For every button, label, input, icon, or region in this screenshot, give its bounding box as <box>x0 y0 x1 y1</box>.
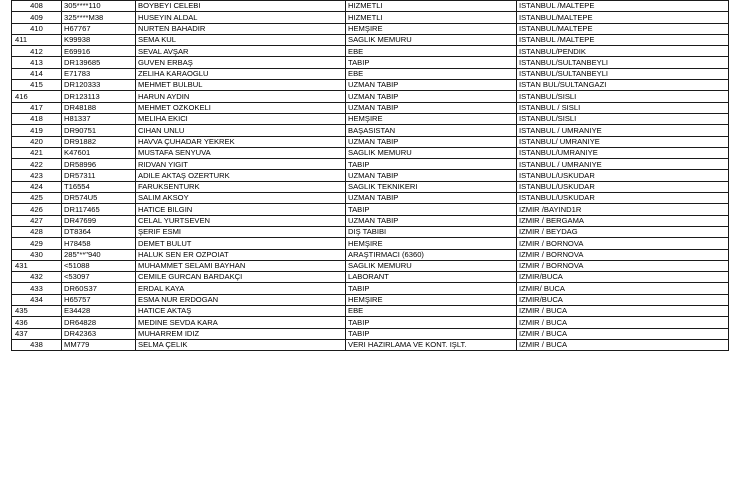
registry-code-cell: 285"**"940 <box>62 249 136 260</box>
row-number-cell: 428 <box>12 226 62 237</box>
job-title-cell: UZMAN TABIP <box>346 170 517 181</box>
location-cell: ISTANBUL / UMRANIYE <box>517 159 729 170</box>
registry-code-cell: DR42363 <box>62 328 136 339</box>
person-name-cell: ERDAL KAYA <box>136 283 346 294</box>
row-number-cell: 424 <box>12 181 62 192</box>
job-title-cell: UZMAN TABIP <box>346 136 517 147</box>
location-cell: IZMIR / BORNOVA <box>517 249 729 260</box>
job-title-cell: SAGLIK MEMURU <box>346 147 517 158</box>
row-number-cell: 416 <box>12 91 62 102</box>
table-row <box>12 260 729 271</box>
location-cell: IZMIR / BORNOVA <box>517 238 729 249</box>
location-cell: IZMIR / BORNOVA <box>517 260 729 271</box>
registry-code-cell: DT8364 <box>62 226 136 237</box>
location-cell: IZMIR / BERGAMA <box>517 215 729 226</box>
person-name-cell: MUHARREM IDIZ <box>136 328 346 339</box>
location-cell: IZMIR / BUCA <box>517 306 729 317</box>
registry-code-cell: 305****110 <box>62 1 136 12</box>
job-title-cell: HEMŞIRE <box>346 23 517 34</box>
job-title-cell: TABIP <box>346 317 517 328</box>
person-name-cell: CEMILE GURCAN BARDAKÇI <box>136 272 346 283</box>
person-name-cell: FARUKSENTURK <box>136 181 346 192</box>
table-row <box>12 249 729 260</box>
location-cell: IZMIR /BAYIND1R <box>517 204 729 215</box>
table-row <box>12 226 729 237</box>
location-cell: ISTANBUL/MALTEPE <box>517 12 729 23</box>
job-title-cell: SAGLIK MEMURU <box>346 260 517 271</box>
location-cell: ISTANBUL / SISLI <box>517 102 729 113</box>
table-row <box>12 91 729 102</box>
job-title-cell: HIZMETLI <box>346 1 517 12</box>
table-row <box>12 204 729 215</box>
row-number-cell: 436 <box>12 317 62 328</box>
registry-code-cell: DR117465 <box>62 204 136 215</box>
location-cell: ISTANBUL/SISLI <box>517 91 729 102</box>
table-row <box>12 125 729 136</box>
location-cell: ISTANBUL/PENDIK <box>517 46 729 57</box>
job-title-cell: LABORANT <box>346 272 517 283</box>
row-number-cell: 418 <box>12 113 62 124</box>
job-title-cell: BAŞASISTAN <box>346 125 517 136</box>
registry-code-cell: DR139685 <box>62 57 136 68</box>
registry-code-cell: DR574U5 <box>62 193 136 204</box>
person-name-cell: MEDINE SEVDA KARA <box>136 317 346 328</box>
table-row <box>12 34 729 45</box>
registry-code-cell: DR47699 <box>62 215 136 226</box>
person-name-cell: ADILE AKTAŞ OZERTURK <box>136 170 346 181</box>
row-number-cell: 437 <box>12 328 62 339</box>
table-row <box>12 193 729 204</box>
person-name-cell: HALUK SEN ER OZPOIAT <box>136 249 346 260</box>
person-name-cell: MUHAMMET SELAMI BAYHAN <box>136 260 346 271</box>
registry-code-cell: E34428 <box>62 306 136 317</box>
table-row <box>12 113 729 124</box>
row-number-cell: 434 <box>12 294 62 305</box>
person-name-cell: HUSEYIN ALDAL <box>136 12 346 23</box>
job-title-cell: TABIP <box>346 57 517 68</box>
job-title-cell: HIZMETLI <box>346 12 517 23</box>
job-title-cell: UZMAN TABIP <box>346 91 517 102</box>
person-name-cell: ŞERIF ESMI <box>136 226 346 237</box>
job-title-cell: EBE <box>346 46 517 57</box>
row-number-cell: 419 <box>12 125 62 136</box>
row-number-cell: 438 <box>12 339 62 350</box>
job-title-cell: EBE <box>346 68 517 79</box>
row-number-cell: 420 <box>12 136 62 147</box>
job-title-cell: TABIP <box>346 159 517 170</box>
location-cell: ISTANBUL/SISLI <box>517 113 729 124</box>
location-cell: IZMIR/ BUCA <box>517 283 729 294</box>
registry-code-cell: DR91882 <box>62 136 136 147</box>
location-cell: ISTANBUL/SULTANBEYLI <box>517 57 729 68</box>
table-row <box>12 102 729 113</box>
row-number-cell: 409 <box>12 12 62 23</box>
person-name-cell: DEMET BULUT <box>136 238 346 249</box>
row-number-cell: 410 <box>12 23 62 34</box>
row-number-cell: 423 <box>12 170 62 181</box>
table-row <box>12 23 729 34</box>
table-row <box>12 294 729 305</box>
location-cell: ISTANBUL / UMRANIYE <box>517 125 729 136</box>
location-cell: IZMIR/BUCA <box>517 294 729 305</box>
location-cell: ISTAN BUL/SULTANGAZI <box>517 80 729 91</box>
table-row <box>12 46 729 57</box>
location-cell: ISTANBUL/UMRANIYE <box>517 147 729 158</box>
table-row <box>12 272 729 283</box>
location-cell: ISTANBUL /MALTEPE <box>517 34 729 45</box>
row-number-cell: 415 <box>12 80 62 91</box>
registry-code-cell: DR120333 <box>62 80 136 91</box>
registry-code-cell: DR60S37 <box>62 283 136 294</box>
location-cell: ISTANBUL/ UMRANIYE <box>517 136 729 147</box>
table-body <box>12 1 729 351</box>
row-number-cell: 435 <box>12 306 62 317</box>
job-title-cell: UZMAN TABIP <box>346 215 517 226</box>
location-cell: ISTANBUL /MALTEPE <box>517 1 729 12</box>
registry-code-cell: H81337 <box>62 113 136 124</box>
personnel-table <box>11 0 729 351</box>
row-number-cell: 417 <box>12 102 62 113</box>
row-number-cell: 421 <box>12 147 62 158</box>
table-row <box>12 317 729 328</box>
table-row <box>12 328 729 339</box>
table-row <box>12 238 729 249</box>
table-row <box>12 147 729 158</box>
table-row <box>12 306 729 317</box>
location-cell: IZMIR/BUCA <box>517 272 729 283</box>
person-name-cell: GUVEN ERBAŞ <box>136 57 346 68</box>
registry-code-cell: <51088 <box>62 260 136 271</box>
table-row <box>12 57 729 68</box>
row-number-cell: 412 <box>12 46 62 57</box>
row-number-cell: 430 <box>12 249 62 260</box>
registry-code-cell: DR57311 <box>62 170 136 181</box>
table-row <box>12 80 729 91</box>
registry-code-cell: K47601 <box>62 147 136 158</box>
row-number-cell: 425 <box>12 193 62 204</box>
person-name-cell: ESMA NUR ERDOGAN <box>136 294 346 305</box>
row-number-cell: 426 <box>12 204 62 215</box>
person-name-cell: HARUN AYDIN <box>136 91 346 102</box>
job-title-cell: UZMAN TABIP <box>346 102 517 113</box>
person-name-cell: SEMA KUL <box>136 34 346 45</box>
table-row <box>12 339 729 350</box>
registry-code-cell: 325****M38 <box>62 12 136 23</box>
table-row <box>12 12 729 23</box>
location-cell: IZMIR / BUCA <box>517 328 729 339</box>
registry-code-cell: H67767 <box>62 23 136 34</box>
person-name-cell: HAVVA ÇUHADAR YEKREK <box>136 136 346 147</box>
person-name-cell: CIHAN UNLU <box>136 125 346 136</box>
location-cell: ISTANBUL/USKUDAR <box>517 170 729 181</box>
row-number-cell: 429 <box>12 238 62 249</box>
location-cell: ISTANBUL/USKUDAR <box>517 193 729 204</box>
person-name-cell: RIDVAN YIGIT <box>136 159 346 170</box>
row-number-cell: 433 <box>12 283 62 294</box>
registry-code-cell: <53097 <box>62 272 136 283</box>
job-title-cell: HEMŞIRE <box>346 113 517 124</box>
person-name-cell: SEVAL AVŞAR <box>136 46 346 57</box>
location-cell: ISTANBUL/SULTANBEYLI <box>517 68 729 79</box>
person-name-cell: NURTEN BAHADIR <box>136 23 346 34</box>
table-row <box>12 1 729 12</box>
person-name-cell: SALIM AKSOY <box>136 193 346 204</box>
registry-code-cell: T16554 <box>62 181 136 192</box>
job-title-cell: ARAŞTIRMACI (6360) <box>346 249 517 260</box>
job-title-cell: TABIP <box>346 328 517 339</box>
registry-code-cell: DR58996 <box>62 159 136 170</box>
row-number-cell: 408 <box>12 1 62 12</box>
person-name-cell: ZELIHA KARAOGLU <box>136 68 346 79</box>
registry-code-cell: MM779 <box>62 339 136 350</box>
job-title-cell: HEMŞIRE <box>346 294 517 305</box>
registry-code-cell: H78458 <box>62 238 136 249</box>
table-row <box>12 283 729 294</box>
job-title-cell: TABIP <box>346 283 517 294</box>
registry-code-cell: E69916 <box>62 46 136 57</box>
row-number-cell: 427 <box>12 215 62 226</box>
job-title-cell: VERI HAZIRLAMA VE KONT. IŞLT. <box>346 339 517 350</box>
table-row <box>12 136 729 147</box>
row-number-cell: 422 <box>12 159 62 170</box>
table-row <box>12 181 729 192</box>
row-number-cell: 411 <box>12 34 62 45</box>
job-title-cell: TABIP <box>346 204 517 215</box>
job-title-cell: SAGLIK TEKNIKERI <box>346 181 517 192</box>
location-cell: IZMIR / BUCA <box>517 339 729 350</box>
job-title-cell: SAGLIK MEMURU <box>346 34 517 45</box>
row-number-cell: 414 <box>12 68 62 79</box>
registry-code-cell: DR48188 <box>62 102 136 113</box>
person-name-cell: MELIHA EKICI <box>136 113 346 124</box>
registry-code-cell: K99938 <box>62 34 136 45</box>
row-number-cell: 413 <box>12 57 62 68</box>
person-name-cell: MEHMET BULBUL <box>136 80 346 91</box>
person-name-cell: CELAL YURTSEVEN <box>136 215 346 226</box>
location-cell: IZMIR / BUCA <box>517 317 729 328</box>
person-name-cell: BOYBEYI CELEBI <box>136 1 346 12</box>
person-name-cell: HATICE AKTAŞ <box>136 306 346 317</box>
row-number-cell: 431 <box>12 260 62 271</box>
location-cell: IZMIR / BEYDAG <box>517 226 729 237</box>
person-name-cell: MUSTAFA SENYUVA <box>136 147 346 158</box>
table-row <box>12 215 729 226</box>
table-row <box>12 68 729 79</box>
location-cell: ISTANBUL/USKUDAR <box>517 181 729 192</box>
registry-code-cell: E71783 <box>62 68 136 79</box>
location-cell: ISTANBUL/MALTEPE <box>517 23 729 34</box>
person-name-cell: MEHMET OZKOKELI <box>136 102 346 113</box>
registry-code-cell: DR64828 <box>62 317 136 328</box>
job-title-cell: HEMŞIRE <box>346 238 517 249</box>
job-title-cell: UZMAN TABIP <box>346 193 517 204</box>
registry-code-cell: DR90751 <box>62 125 136 136</box>
table-row <box>12 159 729 170</box>
registry-code-cell: DR123113 <box>62 91 136 102</box>
registry-code-cell: H65757 <box>62 294 136 305</box>
job-title-cell: EBE <box>346 306 517 317</box>
job-title-cell: DIŞ TABIBI <box>346 226 517 237</box>
person-name-cell: HATICE BILGIN <box>136 204 346 215</box>
job-title-cell: UZMAN TABIP <box>346 80 517 91</box>
person-name-cell: SELMA ÇELIK <box>136 339 346 350</box>
table-row <box>12 170 729 181</box>
row-number-cell: 432 <box>12 272 62 283</box>
